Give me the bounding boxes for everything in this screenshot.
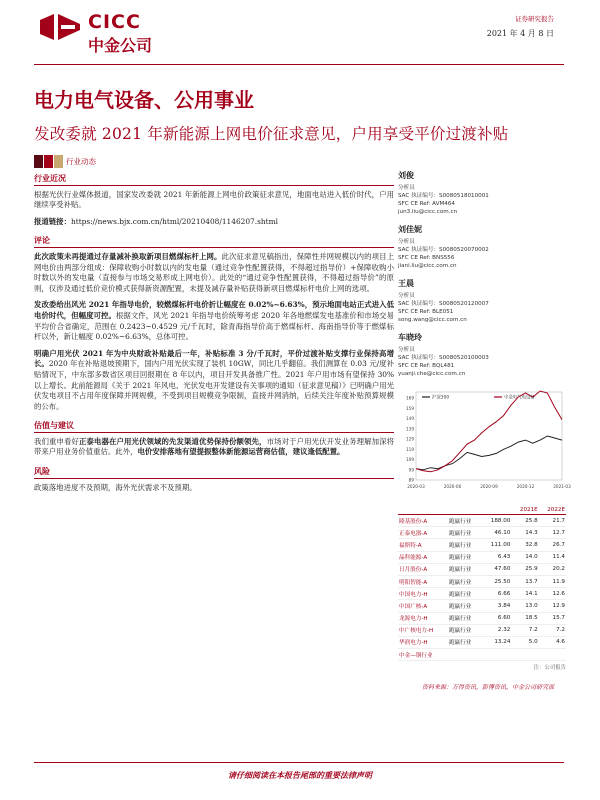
rating-cell: 跑赢行业: [448, 551, 482, 563]
pe2021-cell: 32.8: [511, 539, 538, 551]
y-tick-label: 169: [406, 395, 414, 401]
comment-heading: 评论: [34, 235, 394, 248]
cap-cell: 111.00: [482, 539, 512, 551]
cap-cell: 6.66: [482, 588, 512, 600]
company-cell: 中国电力-H: [398, 588, 448, 600]
pe2021-cell: 18.5: [511, 612, 538, 624]
rating-cell: 跑赢行业: [448, 636, 482, 648]
table-row: [398, 551, 566, 563]
company-cell: 福斯特-A: [398, 539, 448, 551]
x-tick-label: 2020-12: [516, 484, 535, 489]
y-tick-label: 99: [408, 467, 414, 473]
rating-cell: 跑赢行业: [448, 563, 482, 575]
logo-cn: 中金公司: [88, 36, 153, 55]
pe2021-cell: 14.3: [511, 527, 538, 539]
report-date: 2021 年 4 月 8 日: [486, 29, 554, 38]
table-row: [398, 588, 566, 600]
comment-p3-text: 2020 年在补贴退坡预期下，国内户用光伏实现了装机 10GW，同比几乎翻倍。我们测算在 0.03 元/度补贴情况下，中东部多数省区项目回报期在 8 年以内，项目开发具备推广性。2021 年户用市场有望保持 30% 以上增长。此前能源局《关于 2021 年风电、光伏发电开发建设有关事项的通知（征求意见稿）》已明确户用光伏发电项目不占用年度保障并网规模，不受到项目规模竞争限制，直接并网消纳，后续关注年度补贴预算规模的公布。: [34, 359, 394, 411]
valuation-t1: 我们重申看好: [34, 436, 80, 446]
rating-cell: 跑赢行业: [448, 539, 482, 551]
pe2022-cell: 15.7: [539, 612, 566, 624]
series-line-中金电气电设备: [416, 391, 562, 472]
company-cell: 隆基股份-A: [398, 515, 448, 527]
chart-frame: [416, 392, 562, 480]
y-tick-label: 119: [406, 446, 414, 452]
analyst-card: [398, 332, 568, 378]
cap-cell: 2.32: [482, 624, 512, 636]
recent-text: 根据光伏行业媒体报道，国家发改委就 2021 年新能源上网电价政策征求意见，地面电站进入低价时代，户用继续享受补贴。: [34, 189, 394, 210]
x-tick-label: 2020-09: [480, 484, 498, 489]
cap-cell: 6.43: [482, 551, 512, 563]
sector-title: 电力电气设备、公用事业: [34, 88, 254, 112]
x-tick-label: 2021-03: [553, 484, 571, 489]
th-company: 公司名称: [398, 506, 448, 515]
link-label: 报道链接：: [34, 216, 71, 226]
company-cell: 中广核电力-H: [398, 624, 448, 636]
comment-p2-bold: 发改委给出风光 2021 年指导电价，较燃煤标杆电价折让幅度在 0.02%~6.63%，预示地面电站正式进入低电价时代，但幅度可控。: [34, 300, 394, 320]
comment-p2: [34, 300, 394, 342]
valuation-b2: 电价安排落地有望提振整体新能源运营商估值，建议逢低配置。: [137, 447, 345, 457]
analyst-email[interactable]: song.wang@cicc.com.cn: [398, 317, 467, 323]
x-tick-label: 2020-03: [407, 484, 425, 489]
cap-cell: 6.60: [482, 612, 512, 624]
news-link[interactable]: https://news.bjx.com.cn/html/20210408/1146207.shtml: [70, 216, 278, 226]
y-tick-label: 149: [406, 416, 414, 422]
y-tick-label: 109: [406, 457, 414, 463]
analyst-role: 分析员: [398, 239, 415, 245]
analyst-column: [398, 170, 568, 386]
pe2022-cell: 21.7: [539, 515, 566, 527]
comment-p3-bold: 明确户用光伏 2021 年为中央财政补贴最后一年，补贴标准 3 分/千瓦时，平价过渡补贴支撑行业保持高增长。: [34, 348, 394, 369]
y-tick-label: 89: [408, 477, 414, 483]
valuation-b1: 正泰电器在户用光伏领域的先发渠道优势保持份额领先，: [79, 436, 267, 446]
th-2022: 2022E: [539, 506, 566, 515]
pe2022-cell: 7.2: [539, 624, 566, 636]
analyst-sfc: SFC CE Ref: BNS556: [398, 255, 455, 261]
pe2022-cell: [539, 649, 566, 661]
analyst-role: 分析员: [398, 347, 415, 353]
y-tick-label: 159: [406, 405, 414, 411]
table-row: [398, 515, 566, 527]
rating-cell: 跑赢行业: [448, 575, 482, 587]
analyst-sac: SAC 执证编号：S0080518010001: [398, 193, 489, 199]
pe2022-cell: 11.4: [539, 551, 566, 563]
valuation-heading: 估值与建议: [34, 420, 394, 433]
pe2022-cell: 12.9: [539, 600, 566, 612]
cap-cell: 46.10: [482, 527, 512, 539]
table-row: [398, 539, 566, 551]
table-row: [398, 527, 566, 539]
company-cell: 正泰电器-A: [398, 527, 448, 539]
th-cap: 市值（亿元）: [482, 506, 512, 515]
source-line: 资料来源：万得资讯，彭博资讯，中金公司研究部: [421, 684, 554, 691]
rating-cell: 跑赢行业: [448, 624, 482, 636]
analyst-card: [398, 278, 568, 324]
legend-label: 沪深300: [432, 395, 450, 401]
analyst-name: 王晨: [398, 279, 414, 288]
y-tick-label: 129: [406, 436, 414, 442]
pe2021-cell: 25.8: [511, 515, 538, 527]
cap-cell: 3.84: [482, 600, 512, 612]
pe2022-cell: 12.7: [539, 527, 566, 539]
pe2022-cell: 20.2: [539, 563, 566, 575]
th-2021: 2021E: [511, 506, 538, 515]
analyst-sfc: SFC CE Ref: AVM464: [398, 201, 455, 207]
recent-heading: 行业近况: [34, 173, 394, 186]
pe2021-cell: 13.7: [511, 575, 538, 587]
pe2021-cell: [511, 649, 538, 661]
analyst-role: 分析员: [398, 293, 415, 299]
y-tick-label: 139: [406, 426, 414, 432]
table-row: [398, 612, 566, 624]
analyst-card: [398, 224, 568, 270]
analyst-sac: SAC 执证编号：S0080520100003: [398, 355, 489, 361]
analyst-name: 刘佳妮: [398, 225, 422, 234]
company-cell: 华润电力-H: [398, 636, 448, 648]
table-row: [398, 575, 566, 587]
comment-p2-text: 根据文件，风光 2021 年指导电价统筹考虑 2020 年各地燃煤发电基准价和市场交易平均价合省确定，范围在 0.2423~0.4529 元/千瓦时，除青海指导价高于燃煤标杆、海南指导价等于燃煤标杆以外，新让幅度 0.02%~6.63%，总体可控。: [34, 310, 394, 342]
report-tag: 行业动态: [66, 157, 96, 166]
company-cell: 日月股份-A: [398, 563, 448, 575]
pe2022-cell: 11.9: [539, 575, 566, 587]
main-column: [34, 173, 394, 499]
risk-text: 政策落地进度不及预期，海外光伏需求不及预期。: [34, 482, 197, 492]
table-row: [398, 600, 566, 612]
pe2021-cell: 5.0: [511, 636, 538, 648]
rating-cell: 跑赢行业: [448, 515, 482, 527]
analyst-name: 刘俊: [398, 171, 414, 180]
performance-chart: [398, 388, 571, 493]
table-row: [398, 636, 566, 648]
analyst-name: 车晓玲: [398, 333, 422, 342]
cap-cell: 25.50: [482, 575, 512, 587]
analyst-email[interactable]: jun3.liu@cicc.com.cn: [398, 209, 458, 215]
legal-footer: 请仔细阅读在本报告尾部的重要法律声明: [228, 770, 372, 780]
th-rating: 评级: [448, 506, 482, 515]
analyst-sac: SAC 执证编号：S0080520070002: [398, 247, 489, 253]
analyst-card: [398, 170, 568, 216]
analyst-email[interactable]: jiani.liu@cicc.com.cn: [398, 263, 457, 269]
comment-p3: [34, 349, 394, 413]
rating-cell: 跑赢行业: [448, 612, 482, 624]
x-tick-label: 2020-06: [443, 484, 462, 489]
legend-label: 中金电气电设备: [504, 395, 535, 401]
pe2022-cell: 12.6: [539, 588, 566, 600]
analyst-sfc: SFC CE Ref: BLE051: [398, 309, 454, 315]
cap-cell: 188.00: [482, 515, 512, 527]
table-row: [398, 649, 566, 661]
analyst-email[interactable]: yuanji.che@cicc.com.cn: [398, 371, 466, 377]
report-type: 证券研究报告: [515, 15, 554, 23]
valuation-text: [34, 437, 394, 458]
analyst-sfc: SFC CE Ref: BQL481: [398, 363, 455, 369]
cap-cell: 47.60: [482, 563, 512, 575]
pe2021-cell: 13.0: [511, 600, 538, 612]
company-cell: 中国广核-A: [398, 600, 448, 612]
header-divider: [34, 64, 564, 65]
comment-p1-bold: 此次政策未再提通过存量减补换取新项目燃煤标杆上网。: [34, 251, 222, 261]
company-cell: 晶科能源-A: [398, 551, 448, 563]
risk-heading: 风险: [34, 466, 394, 479]
company-cell: 明阳智能-A: [398, 575, 448, 587]
cap-cell: 13.24: [482, 636, 512, 648]
logo-en: CICC: [88, 11, 141, 33]
analyst-role: 分析员: [398, 185, 415, 191]
table-row: [398, 563, 566, 575]
comment-p1-text: 此次征求意见稿指出，保障性并网规模以内的项目上网电价由两部分组成：保障收购小时数以内的发电量（通过竞争性配置获得，不得超过指导价）+保障收购小时数以外的发电量（直接参与市场交易形成上网电价）。此处的“通过竞争性配置获得，不得超过指导价”的原则，仅涉及通过低价竞价模式获得新资源配置，未提及减存量补贴获得新项目燃煤标杆电价上网的选项。: [34, 251, 394, 293]
cicc-logo-icon: [40, 14, 80, 40]
rating-cell: 跑赢行业: [448, 588, 482, 600]
valuation-t2: 市场对于户用光伏开发业务理解加深将带来户用业务价值重估。此外，: [34, 436, 394, 457]
cap-cell: [482, 649, 512, 661]
footer-divider: [34, 762, 564, 763]
comment-p1: [34, 252, 394, 294]
table-source: 注：公司报告: [533, 665, 566, 672]
table-row: [398, 624, 566, 636]
rating-cell: 跑赢行业: [448, 527, 482, 539]
pe2021-cell: 7.2: [511, 624, 538, 636]
pe2021-cell: 14.0: [511, 551, 538, 563]
rating-cell: 跑赢行业: [448, 600, 482, 612]
rating-cell: [448, 649, 482, 661]
valuation-table: [398, 506, 566, 671]
analyst-sac: SAC 执证编号：S0080520120007: [398, 301, 489, 307]
pe2022-cell: 4.6: [539, 636, 566, 648]
pe2021-cell: 14.1: [511, 588, 538, 600]
pe2022-cell: 26.7: [539, 539, 566, 551]
series-line-沪深300: [416, 436, 562, 470]
pe2021-cell: 25.9: [511, 563, 538, 575]
company-cell: 龙源电力-H: [398, 612, 448, 624]
company-cell: 中金—钢行业: [398, 649, 448, 661]
report-title: 发改委就 2021 年新能源上网电价征求意见，户用享受平价过渡补贴: [34, 125, 509, 143]
